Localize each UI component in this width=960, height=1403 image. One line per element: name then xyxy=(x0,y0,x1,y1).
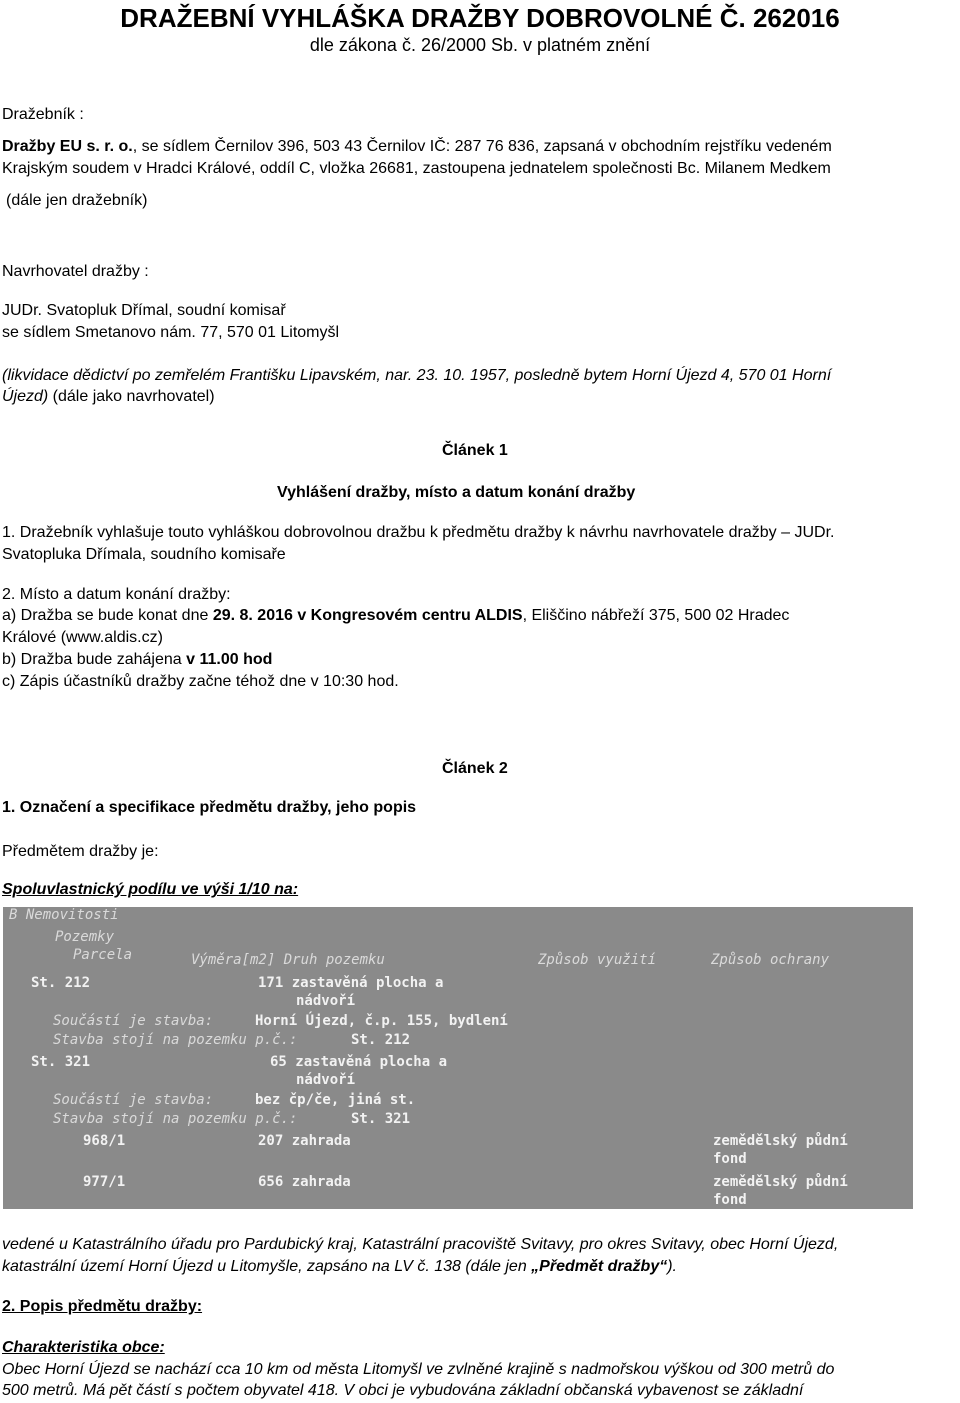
item-a-date-place: 29. 8. 2016 v Kongresovém centru ALDIS xyxy=(212,607,523,624)
row-2-stoji: St. 321 xyxy=(351,1111,411,1127)
row-1-stoji-label: Stavba stojí na pozemku p.č.: xyxy=(53,1032,298,1048)
cadastre-line-2 xyxy=(2,1256,677,1278)
auctioneer-line-2: Krajským soudem v Hradci Králové, oddíl C, vložka 26681, zastoupena jednatelem společnosti Bc. Milanem Medkem xyxy=(2,160,831,177)
row-3-ochrana-2: fond xyxy=(713,1151,747,1167)
col-header-vymera: Výměra[m2] Druh pozemku xyxy=(191,952,385,968)
row-4-vymera: 656 zahrada xyxy=(258,1174,351,1190)
col-header-parcela: Parcela xyxy=(73,947,133,963)
municipality-char-label: Charakteristika obce: xyxy=(2,1339,165,1356)
article-1-p1-line-2: Svatopluka Dřímala, soudního komisaře xyxy=(2,546,286,563)
item-b-prefix: b) Dražba bude zahájena xyxy=(2,651,187,668)
subject-intro: Předmětem dražby je: xyxy=(2,843,159,860)
article-1-subheading: Vyhlášení dražby, místo a datum konání dražby xyxy=(277,484,636,501)
row-3-vymera: 207 zahrada xyxy=(258,1133,351,1149)
article-2-section-2: 2. Popis předmětu dražby: xyxy=(2,1298,203,1315)
table-group-label: Pozemky xyxy=(55,929,115,945)
row-1-druh: nádvoří xyxy=(296,993,356,1009)
row-1-parcela: St. 212 xyxy=(31,975,91,991)
article-2-section-1: 1. Označení a specifikace předmětu dražby, jeho popis xyxy=(2,799,417,816)
row-2-druh: nádvoří xyxy=(296,1072,356,1088)
row-3-parcela: 968/1 xyxy=(83,1133,126,1149)
cadastre-subject-term: „Předmět dražby“ xyxy=(531,1258,668,1275)
cadastre-text: katastrální území Horní Újezd u Litomyšle, zapsáno na LV č. 138 (dále jen xyxy=(2,1258,532,1275)
proposer-note-place: Újezd) xyxy=(2,388,49,405)
auctioneer-name: Dražby EU s. r. o. xyxy=(2,138,133,155)
document-subtitle: dle zákona č. 26/2000 Sb. v platném znění xyxy=(309,35,651,55)
row-4-ochrana: zemědělský půdní xyxy=(713,1174,848,1190)
article-1-p1-line-1: 1. Dražebník vyhlašuje touto vyhláškou dobrovolnou dražbu k předmětu dražby k návrhu navrhovatele dražby – JUDr. xyxy=(2,524,835,541)
row-2-soucast: bez čp/če, jiná st. xyxy=(255,1092,416,1108)
item-b-time: v 11.00 hod xyxy=(186,651,273,668)
row-1-vymera: 171 zastavěná plocha a xyxy=(258,975,444,991)
property-table-scan xyxy=(3,907,913,1209)
proposer-note-line-2 xyxy=(2,386,215,408)
row-2-parcela: St. 321 xyxy=(31,1054,91,1070)
row-4-ochrana-2: fond xyxy=(713,1192,747,1208)
article-2-heading: Článek 2 xyxy=(442,760,508,777)
col-header-ochrany: Způsob ochrany xyxy=(711,952,830,968)
auctioneer-label: Dražebník : xyxy=(2,106,84,123)
article-1-item-a-line-2: Králové (www.aldis.cz) xyxy=(2,629,163,646)
row-2-stoji-label: Stavba stojí na pozemku p.č.: xyxy=(53,1111,298,1127)
proposer-note-alias: (dále jako navrhovatel) xyxy=(48,388,215,405)
auctioneer-line-1 xyxy=(2,136,832,158)
col-header-vyuziti: Způsob využití xyxy=(538,952,657,968)
article-1-p2-label: 2. Místo a datum konání dražby: xyxy=(2,586,231,603)
row-2-vymera: 65 zastavěná plocha a xyxy=(270,1054,448,1070)
item-a-prefix: a) Dražba se bude konat dne xyxy=(2,607,213,624)
share-heading: Spoluvlastnický podílu ve výši 1/10 na: xyxy=(2,881,299,898)
table-section-label: B Nemovitosti xyxy=(9,907,119,923)
article-1-item-a xyxy=(2,605,789,627)
cadastre-suffix: ). xyxy=(667,1258,677,1275)
proposer-note-line-1: (likvidace dědictví po zemřelém Františku Lipavském, nar. 23. 10. 1957, posledně bytem Horní Újezd 4, 570 01 Horní xyxy=(2,367,832,384)
cadastre-line-1: vedené u Katastrálního úřadu pro Pardubický kraj, Katastrální pracoviště Svitavy, pro okres Svitavy, obec Horní Újezd, xyxy=(2,1236,839,1253)
proposer-address: se sídlem Smetanovo nám. 77, 570 01 Litomyšl xyxy=(2,324,340,341)
row-2-soucast-label: Součástí je stavba: xyxy=(53,1092,214,1108)
article-1-item-b xyxy=(2,649,272,671)
article-1-heading: Článek 1 xyxy=(442,442,508,459)
proposer-label: Navrhovatel dražby : xyxy=(2,263,149,280)
auctioneer-alias: (dále jen dražebník) xyxy=(6,192,148,209)
auctioneer-details: , se sídlem Černilov 396, 503 43 Černilov IČ: 287 76 836, zapsaná v obchodním rejstříku vedeném xyxy=(132,138,832,155)
row-1-stoji: St. 212 xyxy=(351,1032,411,1048)
document-title: DRAŽEBNÍ VYHLÁŠKA DRAŽBY DOBROVOLNÉ Č. 262016 xyxy=(120,3,840,33)
municipality-char-line-2: 500 metrů. Má pět částí s počtem obyvatel 418. V obci je vybudována základní občanská vybavenost se základní xyxy=(2,1382,804,1399)
row-4-parcela: 977/1 xyxy=(83,1174,126,1190)
municipality-char-line-1: Obec Horní Újezd se nachází cca 10 km od města Litomyšl ve zvlněné krajině s nadmořskou výškou od 300 metrů do xyxy=(2,1361,835,1378)
row-1-soucast-label: Součástí je stavba: xyxy=(53,1013,214,1029)
row-3-ochrana: zemědělský půdní xyxy=(713,1133,848,1149)
article-1-item-c: c) Zápis účastníků dražby začne téhož dne v 10:30 hod. xyxy=(2,673,399,690)
row-1-soucast: Horní Újezd, č.p. 155, bydlení xyxy=(255,1013,508,1029)
item-a-address: , Eliščino nábřeží 375, 500 02 Hradec xyxy=(522,607,790,624)
proposer-name: JUDr. Svatopluk Dřímal, soudní komisař xyxy=(2,302,286,319)
